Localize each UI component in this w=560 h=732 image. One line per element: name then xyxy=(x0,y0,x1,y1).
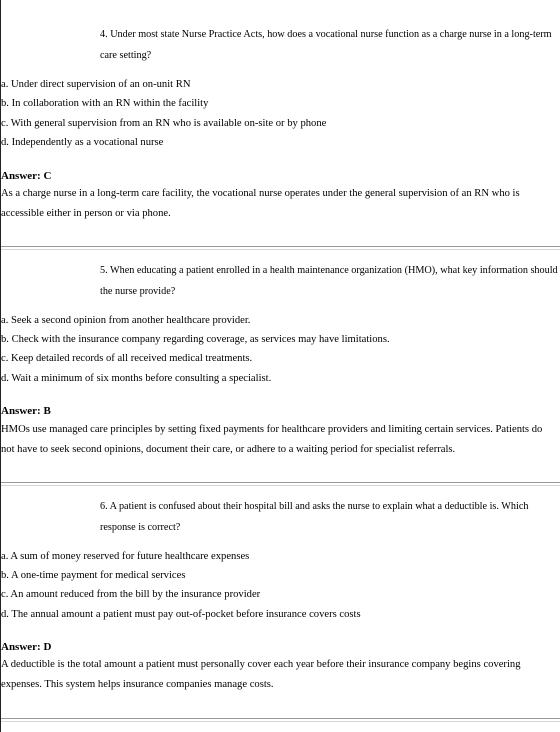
answer-label: Answer: C xyxy=(1,170,52,182)
option-d: d. Wait a minimum of six months before consulting a specialist. xyxy=(1,373,272,384)
option-d: d. Independently as a vocational nurse xyxy=(1,137,164,148)
option-b: b. A one-time payment for medical services xyxy=(1,570,186,581)
answer-explanation: HMOs use managed care principles by setting fixed payments for healthcare providers and limiting certain services. Patients do not have to seek second opinions, document their care, or adhere to a waiting period for specialist referrals. xyxy=(1,424,543,455)
question-text: 6. A patient is confused about their hospital bill and asks the nurse to explain what a deductible is. Which response is correct? xyxy=(100,501,529,533)
option-a: a. A sum of money reserved for future healthcare expenses xyxy=(1,551,250,562)
answer-explanation: A deductible is the total amount a patient must personally cover each year before their insurance company begins covering expenses. This system helps insurance companies manage costs. xyxy=(1,659,521,690)
option-c: c. With general supervision from an RN who is available on-site or by phone xyxy=(1,118,327,129)
answer-explanation: As a charge nurse in a long-term care facility, the vocational nurse operates under the general supervision of an RN who is accessible either in person or via phone. xyxy=(1,188,520,219)
answer-label: Answer: B xyxy=(1,405,51,417)
section-divider xyxy=(1,482,560,483)
option-c: c. Keep detailed records of all received medical treatments. xyxy=(1,353,253,364)
option-d: d. The annual amount a patient must pay out-of-pocket before insurance covers costs xyxy=(1,609,361,620)
option-b: b. Check with the insurance company regarding coverage, as services may have limitations. xyxy=(1,334,390,345)
option-a: a. Seek a second opinion from another healthcare provider. xyxy=(1,315,251,326)
answer-label: Answer: D xyxy=(1,641,52,653)
option-a: a. Under direct supervision of an on-unit RN xyxy=(1,79,191,90)
question-text: 5. When educating a patient enrolled in a health maintenance organization (HMO), what key information should the nurse provide? xyxy=(100,265,558,297)
question-text: 4. Under most state Nurse Practice Acts, how does a vocational nurse function as a charge nurse in a long-term care setting? xyxy=(100,29,552,61)
section-divider xyxy=(1,718,560,719)
option-b: b. In collaboration with an RN within the facility xyxy=(1,98,209,109)
option-c: c. An amount reduced from the bill by the insurance provider xyxy=(1,589,261,600)
section-divider xyxy=(1,246,560,247)
